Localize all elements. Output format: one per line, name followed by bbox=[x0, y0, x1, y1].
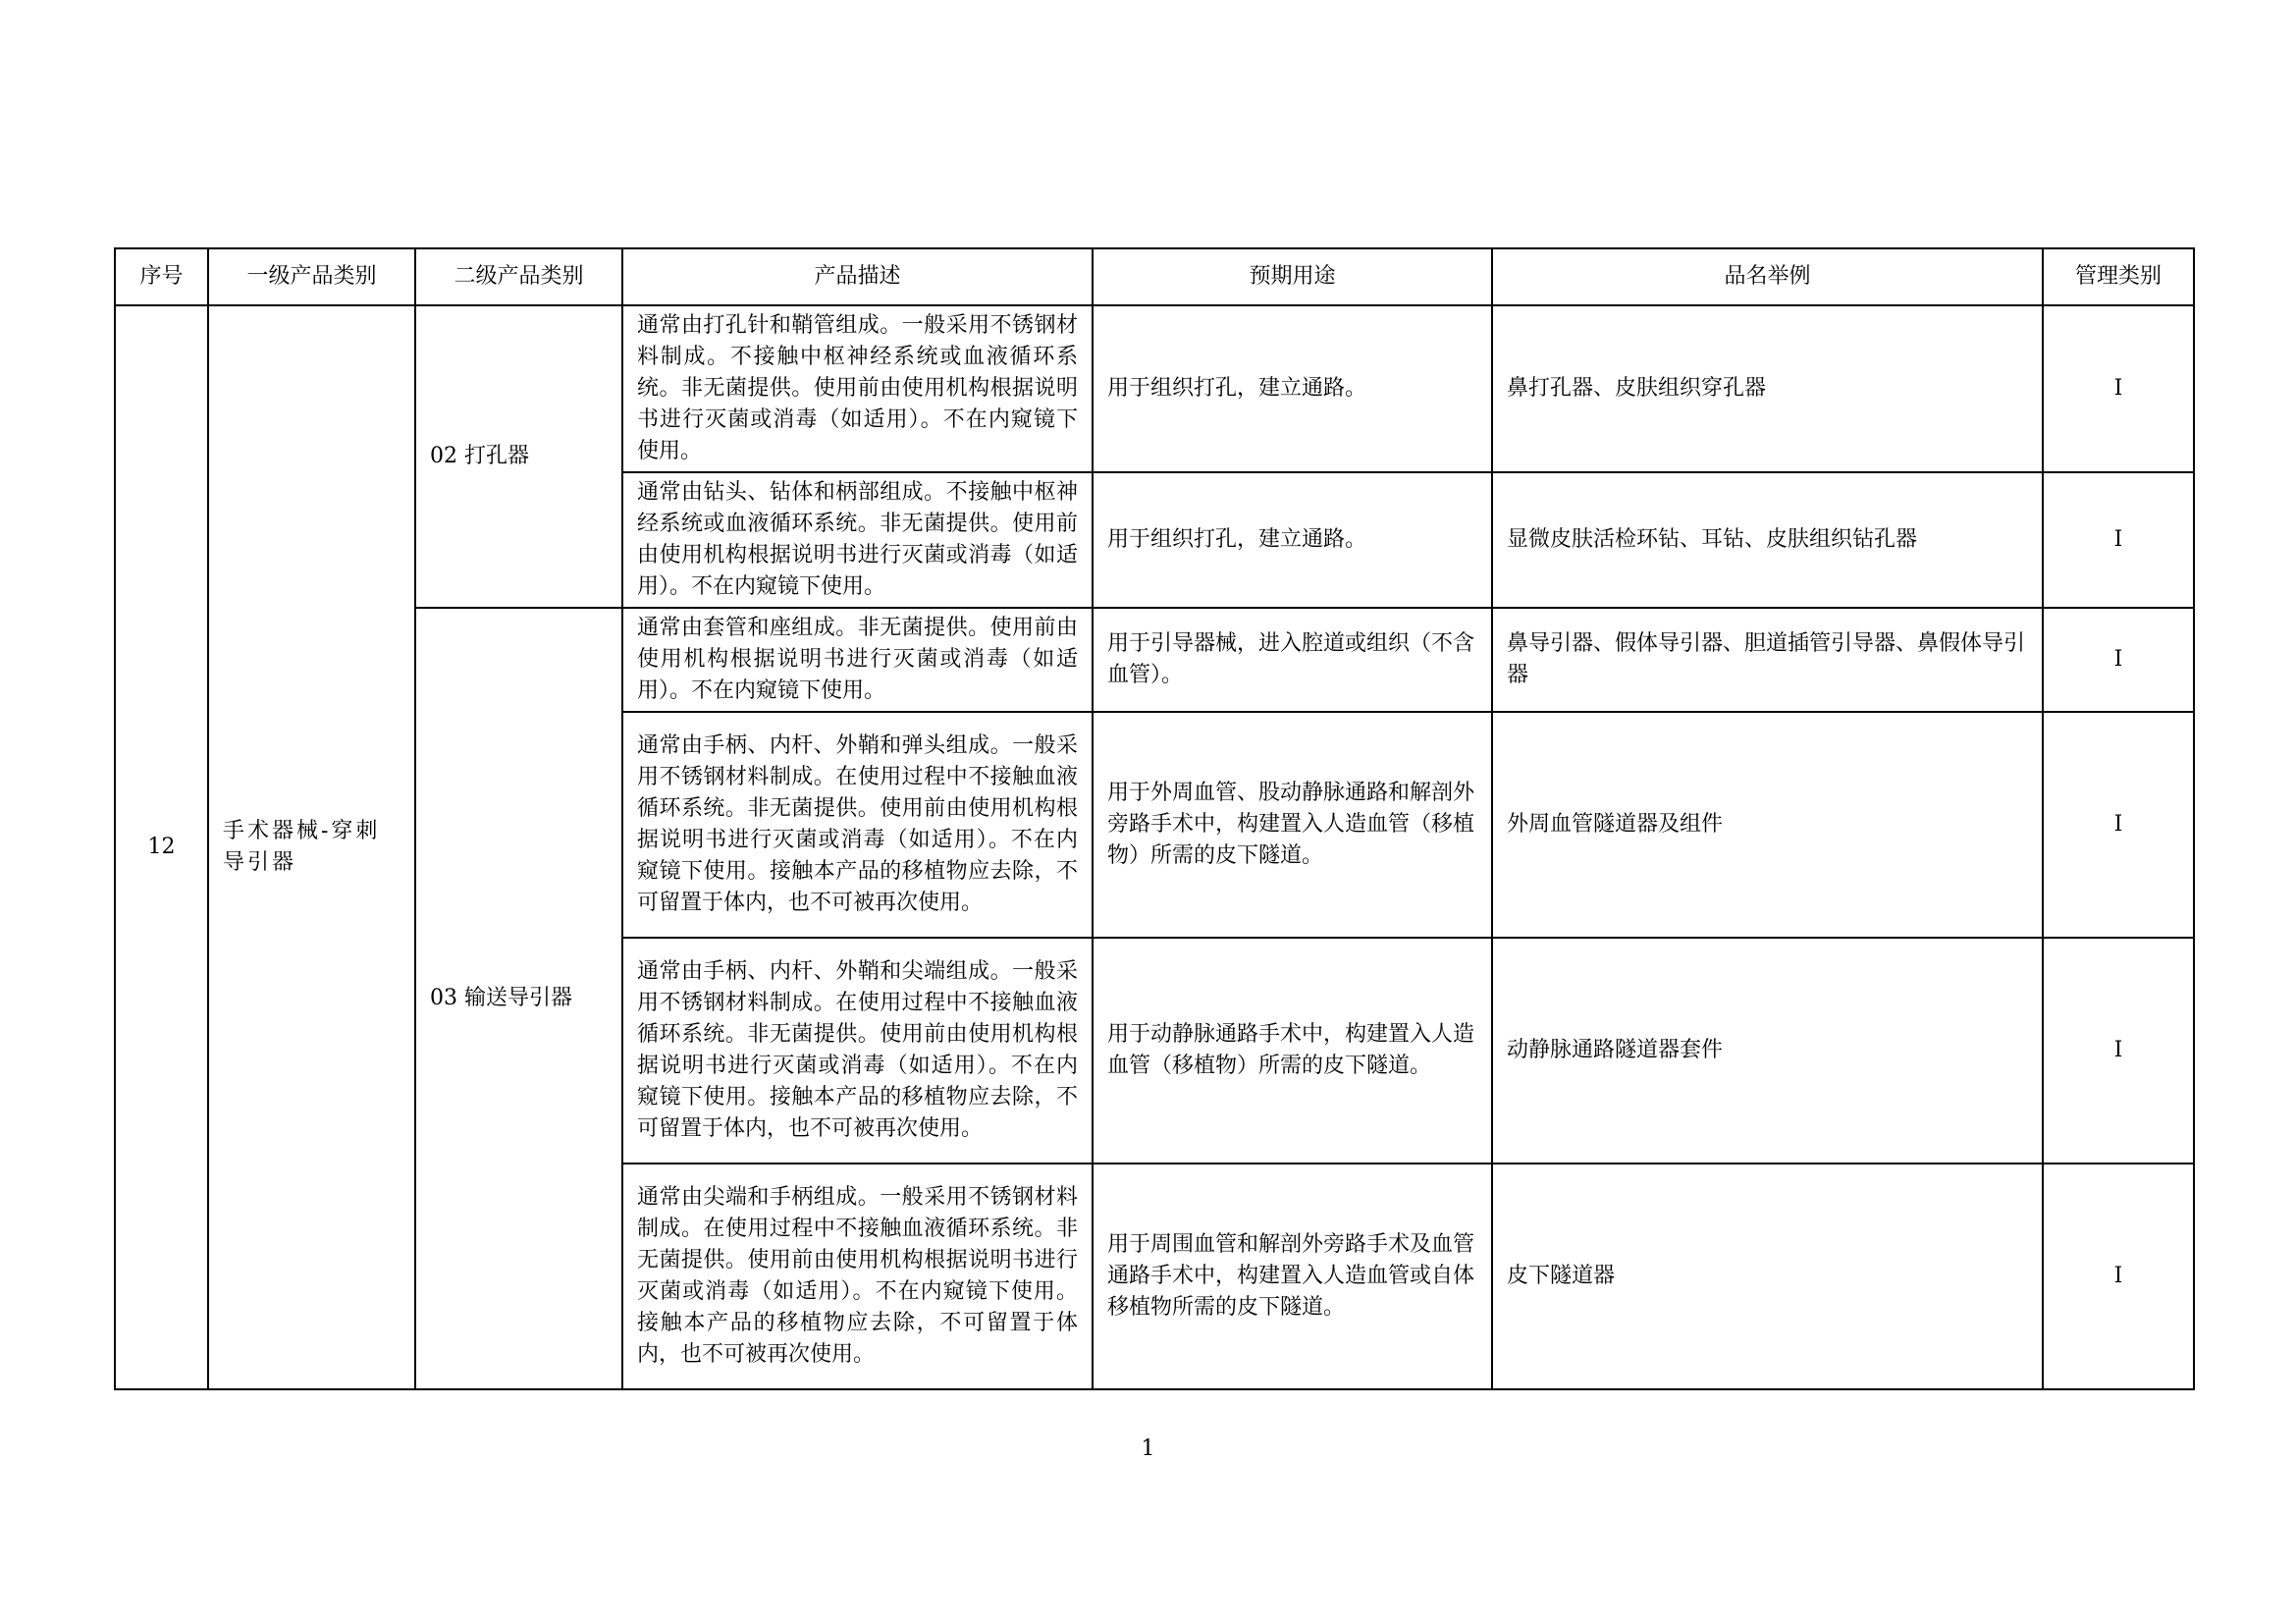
header-class: 管理类别 bbox=[2043, 248, 2194, 305]
level1-cell: 手术器械-穿刺导引器 bbox=[208, 305, 415, 1389]
description-cell: 通常由打孔针和鞘管组成。一般采用不锈钢材料制成。不接触中枢神经系统或血液循环系统。非无菌提供。使用前由使用机构根据说明书进行灭菌或消毒（如适用）。不在内窥镜下使用。 bbox=[622, 305, 1093, 472]
header-seq: 序号 bbox=[115, 248, 208, 305]
examples-cell: 显微皮肤活检环钻、耳钻、皮肤组织钻孔器 bbox=[1492, 472, 2043, 608]
page-number: 1 bbox=[1141, 1436, 1155, 1461]
examples-cell: 皮下隧道器 bbox=[1492, 1164, 2043, 1389]
intended-use-cell: 用于组织打孔，建立通路。 bbox=[1093, 305, 1492, 472]
description-cell: 通常由尖端和手柄组成。一般采用不锈钢材料制成。在使用过程中不接触血液循环系统。非无菌提供。使用前由使用机构根据说明书进行灭菌或消毒（如适用）。不在内窥镜下使用。接触本产品的移植物应去除，不可留置于体内，也不可被再次使用。 bbox=[622, 1164, 1093, 1389]
table-row bbox=[115, 608, 2194, 712]
intended-use-cell: 用于周围血管和解剖外旁路手术及血管通路手术中，构建置入人造血管或自体移植物所需的皮下隧道。 bbox=[1093, 1164, 1492, 1389]
examples-cell: 鼻打孔器、皮肤组织穿孔器 bbox=[1492, 305, 2043, 472]
header-intended-use: 预期用途 bbox=[1093, 248, 1492, 305]
class-cell: I bbox=[2043, 938, 2194, 1164]
table-header-row bbox=[115, 248, 2194, 305]
description-cell: 通常由钻头、钻体和柄部组成。不接触中枢神经系统或血液循环系统。非无菌提供。使用前由使用机构根据说明书进行灭菌或消毒（如适用）。不在内窥镜下使用。 bbox=[622, 472, 1093, 608]
header-level2: 二级产品类别 bbox=[415, 248, 622, 305]
header-level1: 一级产品类别 bbox=[208, 248, 415, 305]
intended-use-cell: 用于引导器械，进入腔道或组织（不含血管）。 bbox=[1093, 608, 1492, 712]
intended-use-cell: 用于外周血管、股动静脉通路和解剖外旁路手术中，构建置入人造血管（移植物）所需的皮下隧道。 bbox=[1093, 712, 1492, 938]
classification-table bbox=[114, 247, 2195, 1390]
description-cell: 通常由套管和座组成。非无菌提供。使用前由使用机构根据说明书进行灭菌或消毒（如适用）。不在内窥镜下使用。 bbox=[622, 608, 1093, 712]
class-cell: I bbox=[2043, 472, 2194, 608]
intended-use-cell: 用于动静脉通路手术中，构建置入人造血管（移植物）所需的皮下隧道。 bbox=[1093, 938, 1492, 1164]
header-examples: 品名举例 bbox=[1492, 248, 2043, 305]
header-description: 产品描述 bbox=[622, 248, 1093, 305]
examples-cell: 鼻导引器、假体导引器、胆道插管引导器、鼻假体导引器 bbox=[1492, 608, 2043, 712]
level2-cell: 03 输送导引器 bbox=[415, 608, 622, 1389]
intended-use-cell: 用于组织打孔，建立通路。 bbox=[1093, 472, 1492, 608]
class-cell: I bbox=[2043, 712, 2194, 938]
class-cell: I bbox=[2043, 305, 2194, 472]
examples-cell: 外周血管隧道器及组件 bbox=[1492, 712, 2043, 938]
examples-cell: 动静脉通路隧道器套件 bbox=[1492, 938, 2043, 1164]
class-cell: I bbox=[2043, 608, 2194, 712]
description-cell: 通常由手柄、内杆、外鞘和尖端组成。一般采用不锈钢材料制成。在使用过程中不接触血液循环系统。非无菌提供。使用前由使用机构根据说明书进行灭菌或消毒（如适用）。不在内窥镜下使用。接触本产品的移植物应去除，不可留置于体内，也不可被再次使用。 bbox=[622, 938, 1093, 1164]
table-row bbox=[115, 305, 2194, 472]
description-cell: 通常由手柄、内杆、外鞘和弹头组成。一般采用不锈钢材料制成。在使用过程中不接触血液循环系统。非无菌提供。使用前由使用机构根据说明书进行灭菌或消毒（如适用）。不在内窥镜下使用。接触本产品的移植物应去除，不可留置于体内，也不可被再次使用。 bbox=[622, 712, 1093, 938]
seq-cell: 12 bbox=[115, 305, 208, 1389]
level2-cell: 02 打孔器 bbox=[415, 305, 622, 608]
class-cell: I bbox=[2043, 1164, 2194, 1389]
